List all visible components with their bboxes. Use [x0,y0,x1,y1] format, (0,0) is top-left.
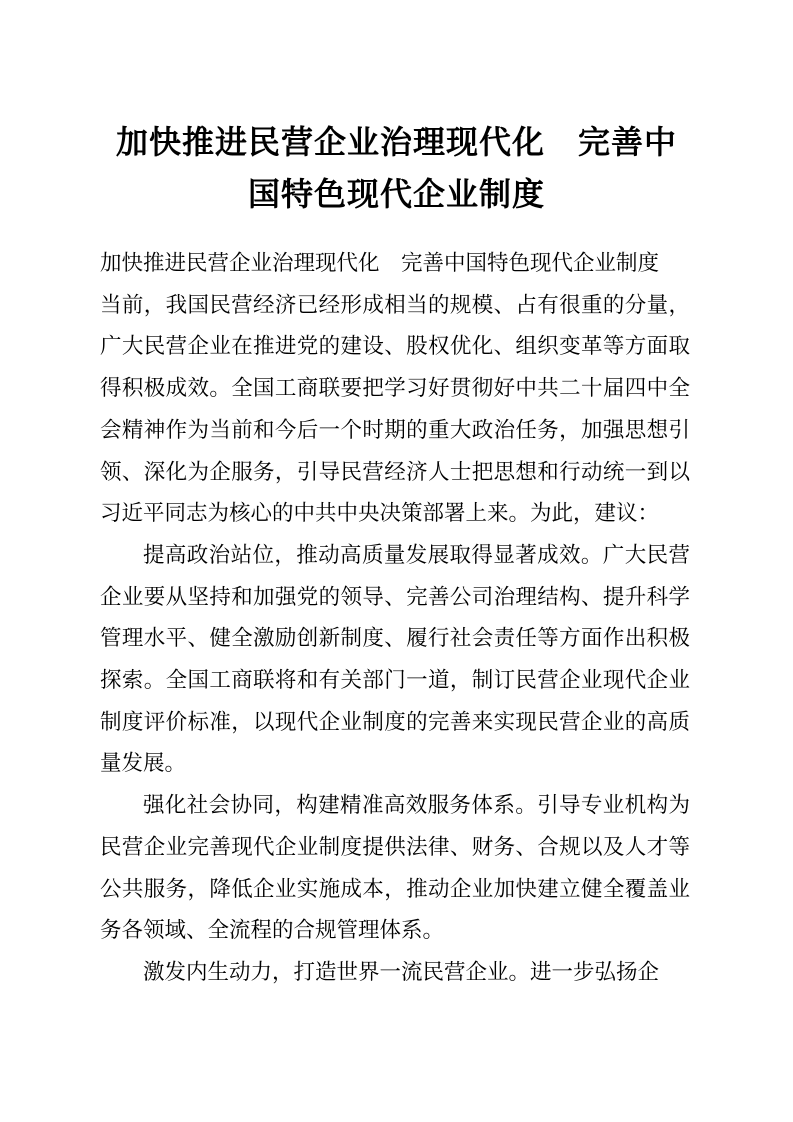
paragraph-suggestion-2: 强化社会协同，构建精准高效服务体系。引导专业机构为民营企业完善现代企业制度提供法律、财务、合规以及人才等公共服务，降低企业实施成本，推动企业加快建立健全覆盖业务各领域、全流程的合规管理体系。 [100,793,690,943]
paragraph-suggestion-1: 提高政治站位，推动高质量发展取得显著成效。广大民营企业要从坚持和加强党的领导、完善公司治理结构、提升科学管理水平、健全激励创新制度、履行社会责任等方面作出积极探索。全国工商联将和有关部门一道，制订民营企业现代企业制度评价标准，以现代企业制度的完善来实现民营企业的高质量发展。 [100,542,690,776]
document-body [100,243,690,994]
paragraph-intro: 当前，我国民营经济已经形成相当的规模、占有很重的分量，广大民营企业在推进党的建设、股权优化、组织变革等方面取得积极成效。全国工商联要把学习好贯彻好中共二十届四中全会精神作为当前和今后一个时期的重大政治任务，加强思想引领、深化为企服务，引导民营经济人士把思想和行动统一到以习近平同志为核心的中共中央决策部署上来。为此，建议： [100,292,690,526]
document-title: 加快推进民营企业治理现代化 完善中国特色现代企业制度 [115,124,677,212]
paragraph-title-line: 加快推进民营企业治理现代化 完善中国特色现代企业制度 [100,251,660,275]
paragraph-suggestion-3: 激发内生动力，打造世界一流民营企业。进一步弘扬企 [143,959,660,984]
